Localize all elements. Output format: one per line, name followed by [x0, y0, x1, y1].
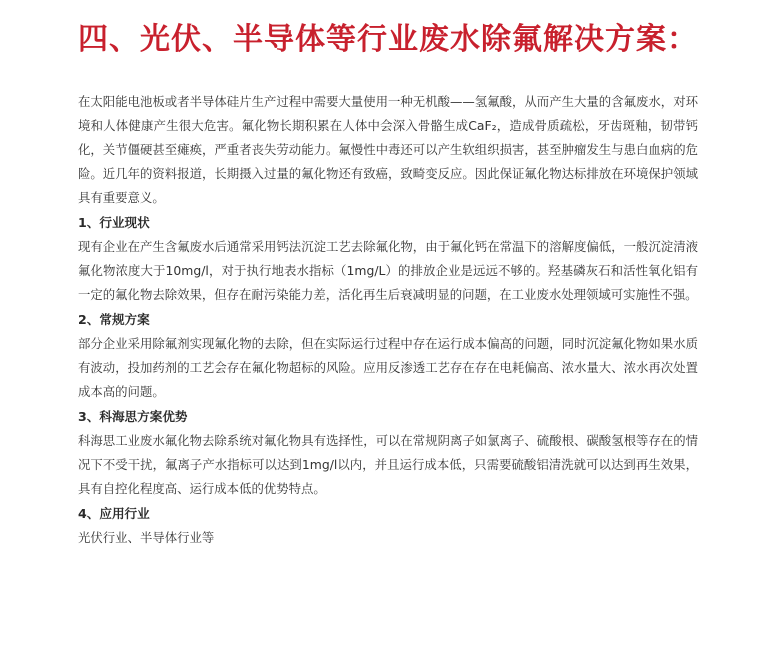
section-heading-application: 4、应用行业: [78, 506, 150, 521]
section-text-conventional-solution: 部分企业采用除氟剂实现氟化物的去除，但在实际运行过程中存在运行成本偏高的问题，同时沉淀氟化物如果水质有波动，投加药剂的工艺会存在氟化物超标的风险。应用反渗透工艺存在存在电耗偏高、浓水量大、浓水再次处置成本高的问题。: [78, 336, 698, 399]
page-title: 四、光伏、半导体等行业废水除氟解决方案：: [78, 22, 698, 57]
article-body: [78, 90, 698, 550]
section-text-industry-status: 现有企业在产生含氟废水后通常采用钙法沉淀工艺去除氟化物，由于氟化钙在常温下的溶解度偏低，一般沉淀清液氟化物浓度大于10mg/l，对于执行地表水指标（1mg/L）的排放企业是远远不够的。羟基磷灰石和活性氧化铝有一定的氟化物去除效果，但存在耐污染能力差，活化再生后衰减明显的问题，在工业废水处理领域可实施性不强。: [78, 239, 698, 302]
section-text-application: 光伏行业、半导体行业等: [78, 530, 215, 545]
section-heading-advantages: 3、科海思方案优势: [78, 409, 188, 424]
section-heading-conventional-solution: 2、常规方案: [78, 312, 150, 327]
intro-paragraph: 在太阳能电池板或者半导体硅片生产过程中需要大量使用一种无机酸——氢氟酸，从而产生大量的含氟废水，对环境和人体健康产生很大危害。氟化物长期积累在人体中会深入骨骼生成CaF₂，造成骨质疏松，牙齿斑釉，韧带钙化，关节僵硬甚至瘫痪，严重者丧失劳动能力。氟慢性中毒还可以产生软组织损害，甚至肿瘤发生与患白血病的危险。近几年的资料报道，长期摄入过量的氟化物还有致癌，致畸变反应。因此保证氟化物达标排放在环境保护领域具有重要意义。: [78, 94, 698, 205]
section-text-advantages: 科海思工业废水氟化物去除系统对氟化物具有选择性，可以在常规阴离子如氯离子、硫酸根、碳酸氢根等存在的情况下不受干扰，氟离子产水指标可以达到1mg/l以内，并且运行成本低，只需要硫酸铝清洗就可以达到再生效果，具有自控化程度高、运行成本低的优势特点。: [78, 433, 698, 496]
section-heading-industry-status: 1、行业现状: [78, 215, 150, 230]
